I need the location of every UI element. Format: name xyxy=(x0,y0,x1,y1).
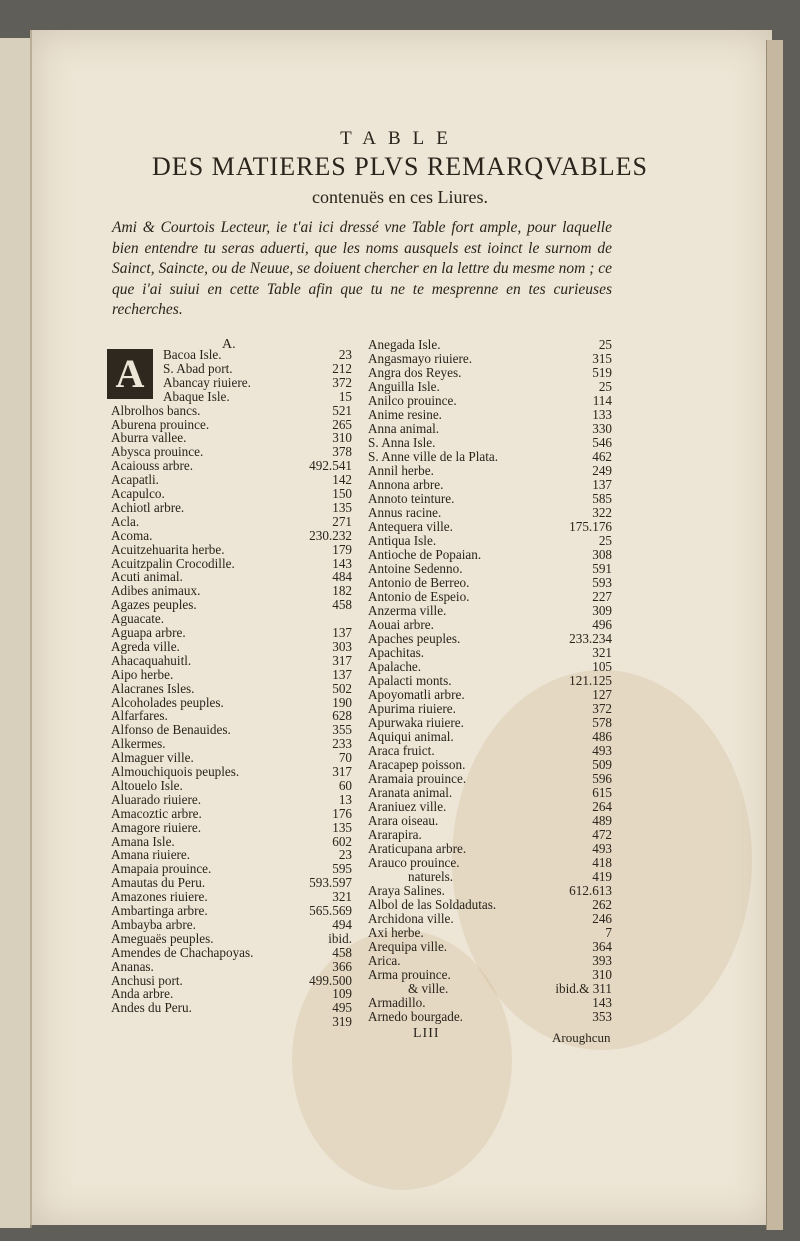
index-entry-page: 114 xyxy=(592,393,612,408)
index-entry-page: 494 xyxy=(332,916,352,932)
index-entry-page: 591 xyxy=(592,561,612,576)
index-entry-page: 493 xyxy=(592,743,612,758)
index-entry-name: Archidona ville. xyxy=(368,911,454,926)
index-entry-name: Annus racine. xyxy=(368,505,442,520)
index-entry-name: Agreda ville. xyxy=(111,638,180,654)
index-entry-name: Alfarfares. xyxy=(111,708,168,724)
index-entry-name: Abancay riuiere. xyxy=(163,374,251,390)
index-entry-page: 462 xyxy=(592,449,612,464)
index-entry-page: 353 xyxy=(592,1009,612,1024)
index-entry-name: Acuti animal. xyxy=(111,569,183,585)
index-entry-name: Angra dos Reyes. xyxy=(368,365,462,380)
index-entry-page: 595 xyxy=(332,861,352,877)
index-entry-page: ibid.& 311 xyxy=(555,981,612,996)
index-entry-name: Bacoa Isle. xyxy=(163,347,222,362)
index-entry-page: 317 xyxy=(332,764,352,779)
index-entry-name: S. Anne ville de la Plata. xyxy=(368,449,499,464)
index-entry-page: 519 xyxy=(592,365,612,380)
index-entry-name: Alfonso de Benauides. xyxy=(111,722,231,738)
index-entry-name: S. Anna Isle. xyxy=(368,435,436,450)
catchword: Aroughcun xyxy=(552,1030,611,1045)
index-entry-page: 137 xyxy=(332,625,352,640)
index-entry-name: Aluarado riuiere. xyxy=(111,791,202,807)
index-entry-name: Arma prouince. xyxy=(368,967,451,982)
index-entry-name: Alcoholades peuples. xyxy=(111,694,224,710)
index-entry-name: Arara oiseau. xyxy=(368,813,439,828)
index-entry-page: 127 xyxy=(592,687,612,702)
index-entry-name: Amendes de Chachapoyas. xyxy=(111,944,254,960)
index-entry-page: 509 xyxy=(592,757,612,772)
index-entry-page: 585 xyxy=(592,491,612,506)
index-entry-name: Arnedo bourgade. xyxy=(368,1009,463,1024)
index-entry-name: Anegada Isle. xyxy=(368,337,441,352)
index-entry-name: Aquiqui animal. xyxy=(368,729,454,744)
index-entry-page: 493 xyxy=(592,841,612,856)
index-entry-page: 13 xyxy=(338,791,352,807)
index-entry-name: Acoma. xyxy=(111,527,153,543)
index-entry-page: 23 xyxy=(338,347,352,362)
index-entry-name: Amapaia prouince. xyxy=(111,861,212,877)
index-entry-page: 109 xyxy=(332,986,352,1002)
index-entry-page: 321 xyxy=(332,889,352,905)
index-entry-name: Amacoztic arbre. xyxy=(111,805,202,821)
index-entry-name: Aramaia prouince. xyxy=(368,771,467,786)
index-entry-name: Amana Isle. xyxy=(111,833,175,849)
index-entry-page: 330 xyxy=(592,421,612,436)
page-title-main: DES MATIERES PLVS REMARQVABLES xyxy=(152,152,648,181)
index-entry-name: Albol de las Soldadutas. xyxy=(368,897,497,912)
index-entry-page: 499.500 xyxy=(309,972,352,988)
index-entry-page: 271 xyxy=(332,513,352,529)
index-entry-page: 249 xyxy=(592,463,612,478)
index-entry-name: Amana riuiere. xyxy=(111,847,191,863)
index-entry-page: 175.176 xyxy=(569,519,612,534)
index-entry-name: Aburra vallee. xyxy=(111,430,187,446)
index-entry-page: 133 xyxy=(592,407,612,422)
index-entry-page: 25 xyxy=(598,337,612,352)
index-entry-name: Angasmayo riuiere. xyxy=(368,351,472,366)
index-entry-page: 135 xyxy=(332,819,352,835)
index-entry-page: 309 xyxy=(592,603,612,618)
index-entry-page: 190 xyxy=(332,694,352,710)
index-entry-name: Antioche de Popaian. xyxy=(368,547,482,562)
index-entry-name: Amautas du Peru. xyxy=(111,875,206,891)
index-entry-name: Ambayba arbre. xyxy=(111,916,196,932)
index-entry-name: Antonio de Espeio. xyxy=(368,589,470,604)
index-entry-page: 366 xyxy=(332,958,352,974)
index-entry-page: 364 xyxy=(592,939,612,954)
index-entry-page: 593.597 xyxy=(309,875,352,891)
index-entry-page: 578 xyxy=(592,715,612,730)
index-entry-name: naturels. xyxy=(408,869,454,884)
index-entry-name: Annoto teinture. xyxy=(368,491,455,506)
index-entry-name: Araniuez ville. xyxy=(368,799,447,814)
index-entry-page: 70 xyxy=(338,750,352,766)
index-entry-name: Adibes animaux. xyxy=(111,583,201,599)
index-entry-page: ibid. xyxy=(328,930,352,946)
index-entry-page xyxy=(262,612,352,626)
index-entry-name: Ahacaquahuitl. xyxy=(111,652,192,668)
index-entry-page: 264 xyxy=(592,799,612,814)
index-entry-name: Apalache. xyxy=(368,659,422,674)
index-entry-page: 489 xyxy=(592,813,612,828)
index-entry-page: 565.569 xyxy=(309,903,352,918)
index-entry-name: Apurima riuiere. xyxy=(368,701,456,716)
index-entry-page: 265 xyxy=(332,416,352,432)
index-entry-page: 142 xyxy=(332,472,352,488)
index-entry-name: Apaches peuples. xyxy=(368,631,461,646)
index-entry-page: 246 xyxy=(592,911,612,926)
index-entry-name: Aguapa arbre. xyxy=(111,625,186,640)
index-entry-page: 310 xyxy=(592,967,612,982)
index-entry-name: Araticupana arbre. xyxy=(368,841,467,856)
index-entry-name: Anime resine. xyxy=(368,407,442,422)
index-entry-name: Acuitzpalin Crocodille. xyxy=(111,555,235,571)
index-entry-page: 176 xyxy=(332,805,352,821)
index-entry-name: Ameguaës peuples. xyxy=(111,930,214,946)
index-entry-name: Amagore riuiere. xyxy=(111,819,202,835)
index-entry-page: 212 xyxy=(332,360,352,376)
index-entry-page: 233 xyxy=(332,736,352,752)
index-entry-name: Aburena prouince. xyxy=(111,416,210,432)
index-entry-page: 15 xyxy=(338,388,352,404)
index-entry-page: 458 xyxy=(332,944,352,960)
index-entry-name: Amazones riuiere. xyxy=(111,889,208,905)
index-entry-page: 143 xyxy=(332,555,352,571)
index-entry-name: Anzerma ville. xyxy=(368,603,447,618)
index-entry-name: Aracapep poisson. xyxy=(368,757,466,772)
index-entry-page: 458 xyxy=(332,597,352,613)
index-entry-page: 60 xyxy=(338,777,352,793)
index-entry-name: Aipo herbe. xyxy=(111,666,174,682)
index-entry-page: 315 xyxy=(592,351,612,366)
index-entry-name: Araya Salines. xyxy=(368,883,445,898)
index-entry-name: Axi herbe. xyxy=(368,925,424,940)
index-entry-name: Ananas. xyxy=(111,958,154,974)
index-entry-page: 419 xyxy=(592,869,612,884)
index-entry-page: 596 xyxy=(592,771,612,786)
index-entry-name: Arequipa ville. xyxy=(368,939,448,954)
index-entry-name: Aranata animal. xyxy=(368,785,453,800)
index-entry-page: 546 xyxy=(592,435,612,450)
index-entry-name: Altouelo Isle. xyxy=(111,777,183,793)
index-entry-page: 393 xyxy=(592,953,612,968)
index-entry-name: Acaiouss arbre. xyxy=(111,458,194,474)
index-entry-name: Antonio de Berreo. xyxy=(368,575,470,590)
index-entry-page: 612.613 xyxy=(569,883,612,898)
index-entry-name: Ambartinga arbre. xyxy=(111,903,208,918)
index-entry-page: 143 xyxy=(592,995,612,1010)
index-entry-name: Arauco prouince. xyxy=(368,855,460,870)
index-entry-page: 495 xyxy=(332,1000,352,1016)
index-entry-name: Arica. xyxy=(368,953,401,968)
index-entry-name: & ville. xyxy=(408,981,449,996)
index-entry-name: Acuitzehuarita herbe. xyxy=(111,541,225,557)
index-entry-page: 322 xyxy=(592,505,612,520)
index-entry-page: 25 xyxy=(598,533,612,548)
index-entry-name: Acapatli. xyxy=(111,472,159,488)
page-stack-edge xyxy=(766,40,783,1230)
index-entry-name: Anna animal. xyxy=(368,421,440,436)
index-entry-name: Abysca prouince. xyxy=(111,444,204,460)
index-entry-page: 121.125 xyxy=(569,673,612,688)
index-entry-name: Apalacti monts. xyxy=(368,673,452,688)
index-entry-name: Armadillo. xyxy=(368,995,426,1010)
index-entry-page: 321 xyxy=(592,645,612,660)
index-entry-page: 310 xyxy=(332,430,352,446)
index-entry-page: 137 xyxy=(592,477,612,492)
index-entry-page: 7 xyxy=(605,925,612,940)
index-entry-name: Achiotl arbre. xyxy=(111,499,185,515)
index-entry-name: S. Abad port. xyxy=(163,360,233,376)
index-entry-page: 105 xyxy=(592,659,612,674)
index-entry-name: Anda arbre. xyxy=(111,986,174,1002)
index-entry-page: 135 xyxy=(332,499,352,515)
index-entry-page: 372 xyxy=(332,374,352,390)
index-entry-name: Anguilla Isle. xyxy=(368,379,440,394)
index-entry-name: Anchusi port. xyxy=(111,972,183,988)
index-entry-name: Agazes peuples. xyxy=(111,597,197,613)
index-entry-name: Aouai arbre. xyxy=(368,617,434,632)
index-entry-name: Andes du Peru. xyxy=(111,1000,192,1016)
index-entry-name: Almouchiquois peuples. xyxy=(111,764,240,779)
index-entry-page: 179 xyxy=(332,541,352,557)
index-entry-page: 378 xyxy=(332,444,352,460)
index-entry-page: 521 xyxy=(332,402,352,418)
index-entry-page: 308 xyxy=(592,547,612,562)
index-entry-name: Alkermes. xyxy=(111,736,166,752)
index-entry-page: 486 xyxy=(592,729,612,744)
index-entry-page: 418 xyxy=(592,855,612,870)
index-entry-name: Antoine Sedenno. xyxy=(368,561,463,576)
index-entry-name: Aguacate. xyxy=(111,611,165,627)
index-entry-page: 602 xyxy=(332,833,352,849)
index-entry-name: Apoyomatli arbre. xyxy=(368,687,465,702)
index-entry-name: Apachitas. xyxy=(368,645,425,660)
index-entry-name: Albrolhos bancs. xyxy=(111,402,201,418)
index-entry-page: 593 xyxy=(592,575,612,590)
dropcap-ornament: A xyxy=(107,349,153,399)
index-entry-page: 227 xyxy=(592,589,612,604)
index-entry-name: Antequera ville. xyxy=(368,519,453,534)
section-letter: A. xyxy=(222,337,236,352)
index-entry-page: 317 xyxy=(332,652,352,668)
index-entry-name: Acla. xyxy=(111,513,140,529)
index-entry-name: Almaguer ville. xyxy=(111,750,194,766)
index-entry-page: 492.541 xyxy=(309,458,352,474)
index-entry-page: 150 xyxy=(332,486,352,501)
index-entry-page: 233.234 xyxy=(569,631,612,646)
index-entry-name: Ararapira. xyxy=(368,827,422,842)
index-entry-name: Acapulco. xyxy=(111,486,165,501)
index-entry-name: Anilco prouince. xyxy=(368,393,457,408)
index-entry-page: 262 xyxy=(592,897,612,912)
facing-page-edge xyxy=(0,38,32,1228)
index-entry-page: 355 xyxy=(332,722,352,738)
index-entry-name: Antiqua Isle. xyxy=(368,533,437,548)
index-entry-name: Annil herbe. xyxy=(368,463,434,478)
index-entry-page: 496 xyxy=(592,617,612,632)
index-entry-page: 628 xyxy=(332,708,352,724)
index-entry-name: Araca fruict. xyxy=(368,743,435,758)
index-entry-page: 472 xyxy=(592,827,612,842)
signature-mark: LIII xyxy=(413,1026,440,1041)
index-entry-page: 484 xyxy=(332,569,352,585)
index-entry-name: Apurwaka riuiere. xyxy=(368,715,464,730)
index-entry-name: Abaque Isle. xyxy=(163,388,230,404)
page-title-table: TABLE xyxy=(340,128,460,149)
index-entry-name: Alacranes Isles. xyxy=(111,680,195,696)
index-entry-page: 230.232 xyxy=(309,527,352,543)
index-entry-page: 303 xyxy=(332,638,352,654)
index-entry-page: 137 xyxy=(332,666,352,682)
index-entry-page: 615 xyxy=(592,785,612,800)
page-subtitle: contenuës en ces Liures. xyxy=(312,187,488,207)
index-entry-page: 372 xyxy=(592,701,612,716)
index-entry-page: 182 xyxy=(332,583,352,599)
index-entry-name: Annona arbre. xyxy=(368,477,444,492)
index-entry-page: 23 xyxy=(338,847,352,863)
index-entry-page: 319 xyxy=(332,1014,352,1030)
index-entry-page: 25 xyxy=(598,379,612,394)
index-entry-page: 502 xyxy=(332,680,352,696)
intro-paragraph: Ami & Courtois Lecteur, ie t'ai ici dressé vne Table fort ample, pour laquelle bien entendre tu seras aduerti, que les noms ausquels est ioinct le surnom de Sainct, Saincte, ou de Neuue, se doiuent chercher en la lettre du mesme nom ; ce que i'ai suiui en cette Table afin que tu ne te mesprenne en tes curieuses recherches. xyxy=(112,219,612,318)
